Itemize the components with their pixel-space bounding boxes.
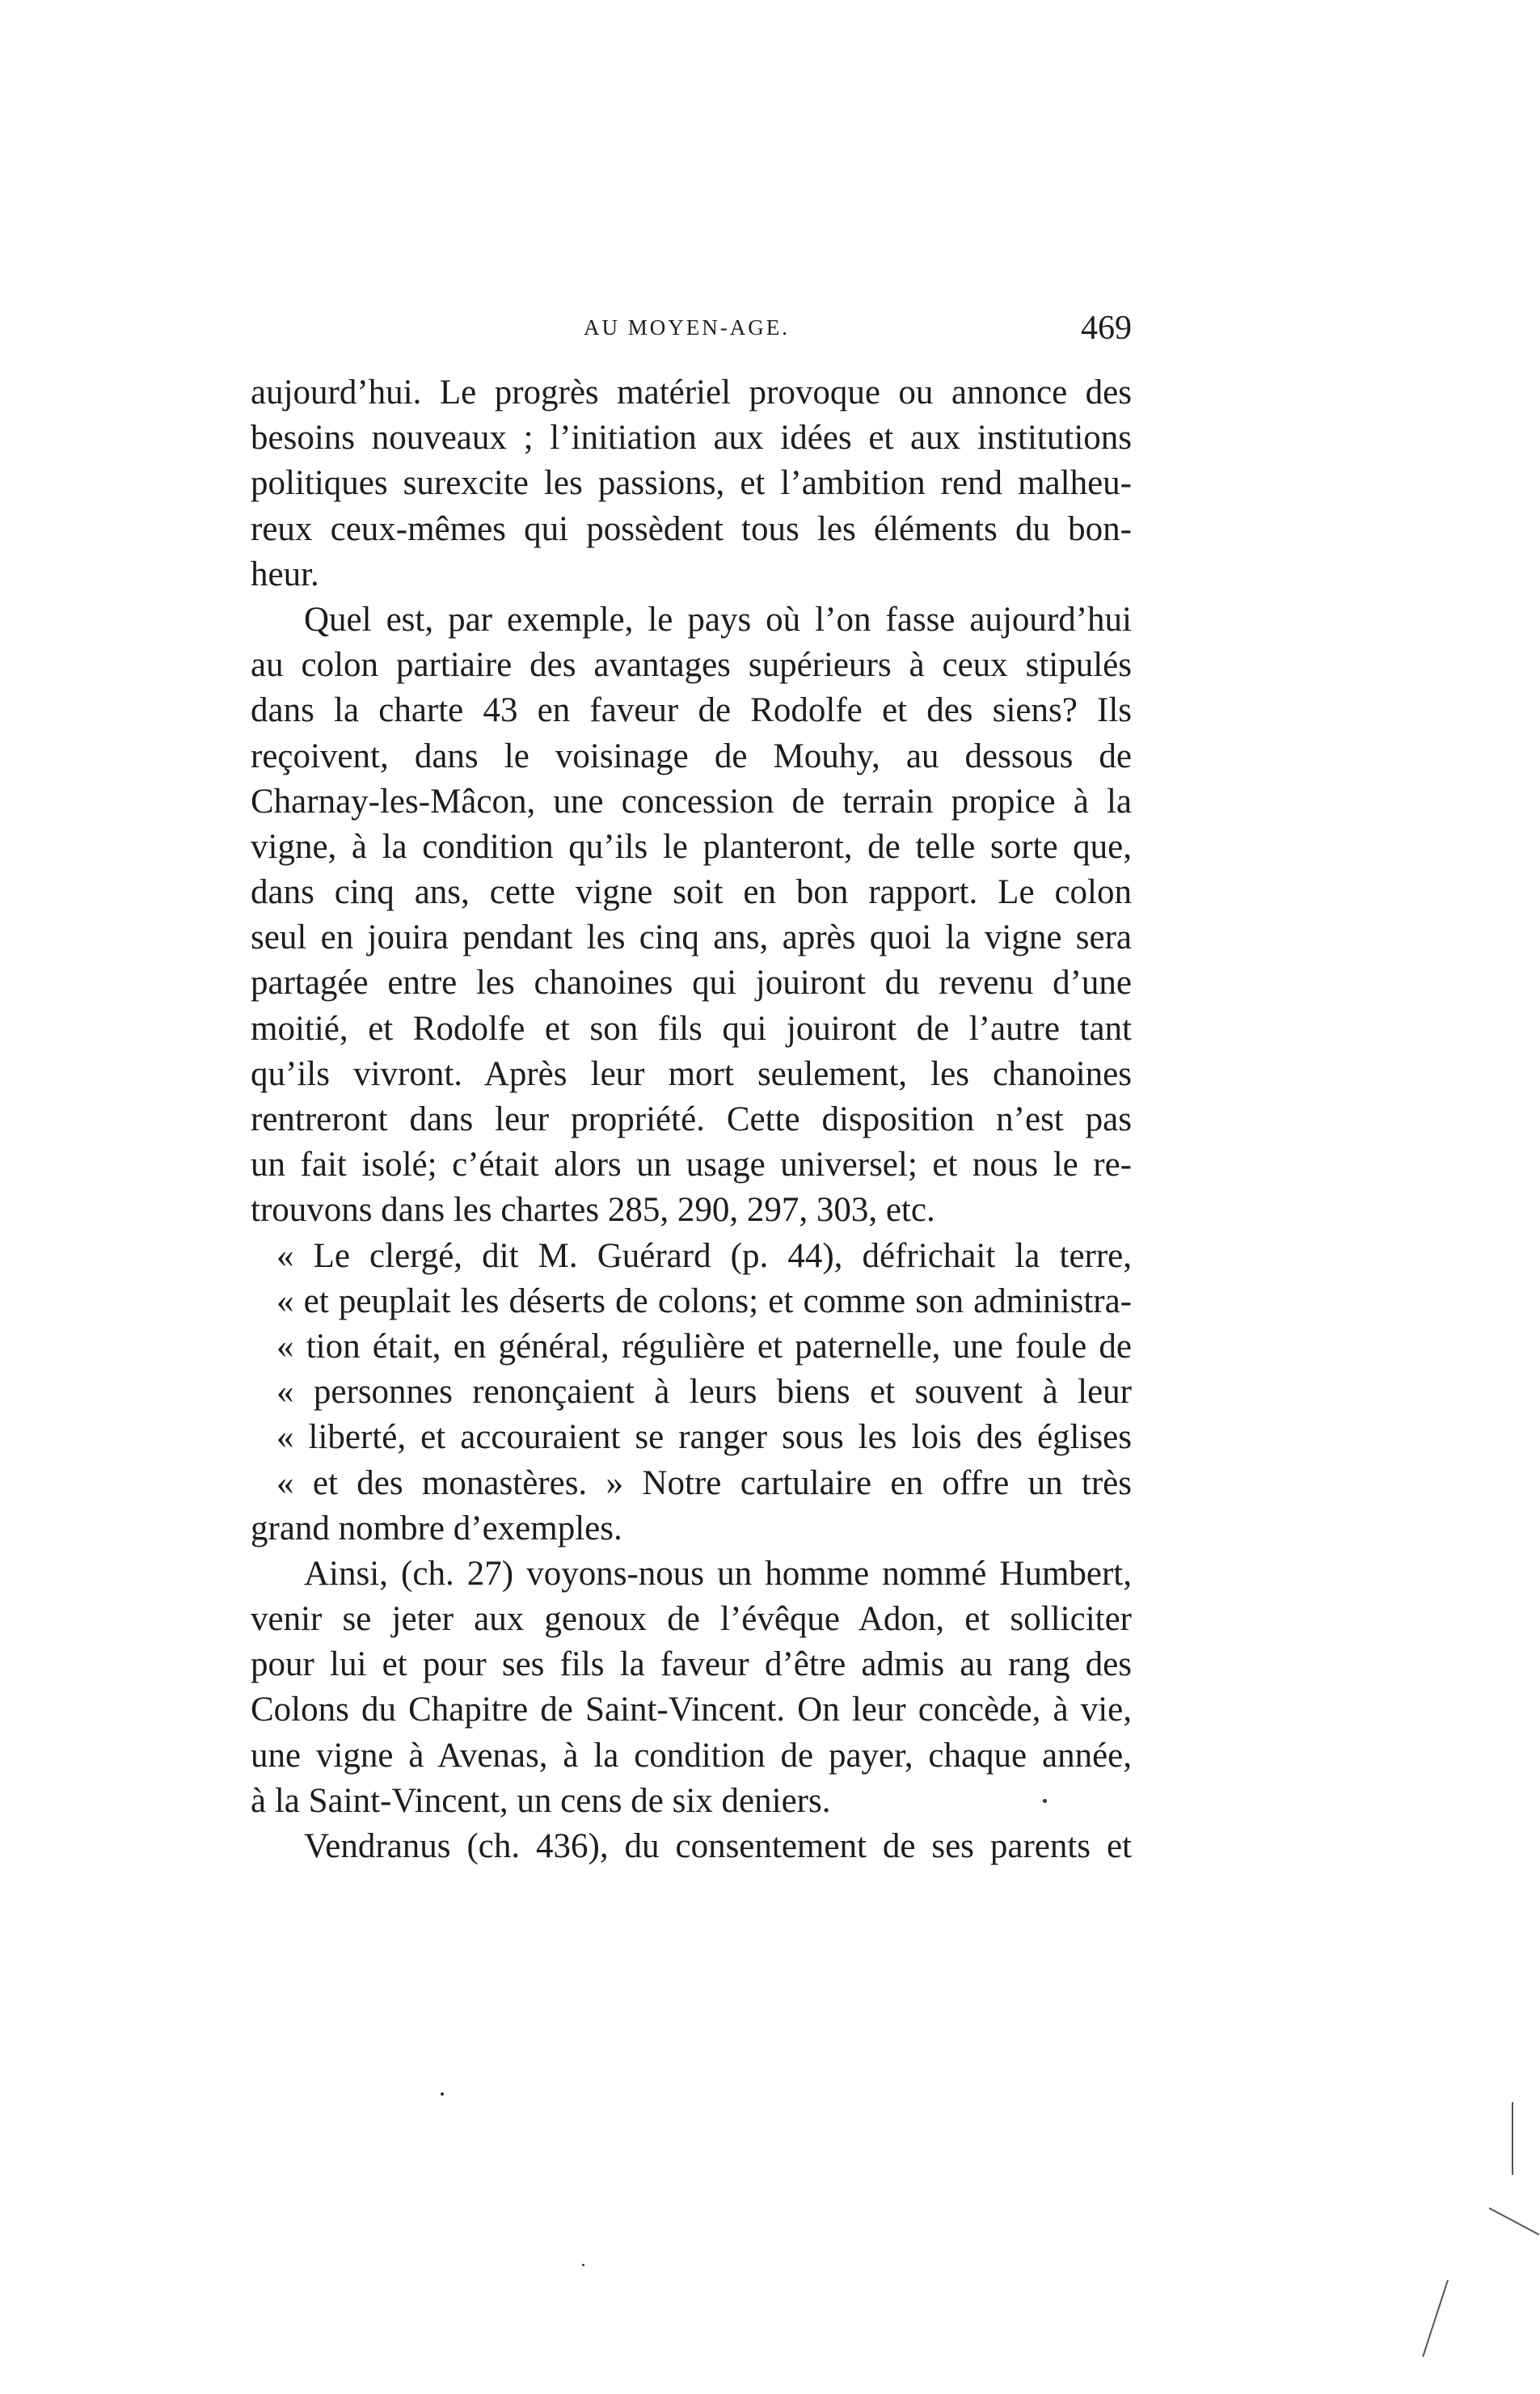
text-line: qu’ils vivront. Après leur mort seulement, les chanoines xyxy=(251,1054,1132,1093)
quote-line: « et peuplait les déserts de colons; et comme son administra- xyxy=(276,1281,1132,1320)
text-line: moitié, et Rodolfe et son fils qui jouiront de l’autre tant xyxy=(251,1009,1132,1048)
text-line: rentreront dans leur propriété. Cette disposition n’est pas xyxy=(251,1100,1132,1138)
text-line: un fait isolé; c’était alors un usage universel; et nous le re- xyxy=(251,1146,1132,1184)
text-line: heur. xyxy=(251,555,319,593)
text-line: Quel est, par exemple, le pays où l’on fasse aujourd’hui xyxy=(304,600,1132,639)
text-line: trouvons dans les chartes 285, 290, 297, 303, etc. xyxy=(251,1191,935,1230)
text-line: aujourd’hui. Le progrès matériel provoque ou annonce des xyxy=(251,374,1132,412)
quote-line: « tion était, en général, régulière et paternelle, une foule de xyxy=(276,1327,1132,1366)
scan-edge-mark xyxy=(1512,2102,1513,2175)
scan-speck xyxy=(441,2092,444,2096)
text-line: venir se jeter aux genoux de l’évêque Adon, et solliciter xyxy=(251,1600,1132,1639)
text-line: une vigne à Avenas, à la condition de payer, chaque année, xyxy=(251,1736,1132,1775)
text-line: Vendranus (ch. 436), du consentement de ses parents et xyxy=(304,1827,1132,1865)
page-number: 469 xyxy=(1081,310,1132,347)
text-line: partagée entre les chanoines qui jouiront du revenu d’une xyxy=(251,964,1132,1003)
text-line: seul en jouira pendant les cinq ans, après quoi la vigne sera xyxy=(251,918,1132,957)
text-line: à la Saint-Vincent, un cens de six deniers. xyxy=(251,1781,831,1820)
text-line: grand nombre d’exemples. xyxy=(251,1509,622,1547)
running-head: AU MOYEN-AGE. xyxy=(584,315,790,340)
text-line: dans la charte 43 en faveur de Rodolfe et des siens? Ils xyxy=(251,691,1132,730)
text-line: besoins nouveaux ; l’initiation aux idées et aux institutions xyxy=(251,419,1132,458)
text-line: au colon partiaire des avantages supérieurs à ceux stipulés xyxy=(251,646,1132,685)
text-line: vigne, à la condition qu’ils le planteront, de telle sorte que, xyxy=(251,827,1132,866)
text-line: Charnay-les-Mâcon, une concession de terrain propice à la xyxy=(251,782,1132,821)
quote-line: « personnes renonçaient à leurs biens et souvent à leur xyxy=(276,1373,1132,1412)
text-line: Ainsi, (ch. 27) voyons-nous un homme nommé Humbert, xyxy=(304,1554,1132,1593)
body-text xyxy=(251,370,1132,1869)
scan-edge-mark xyxy=(1489,2207,1540,2236)
quote-line: « Le clergé, dit M. Guérard (p. 44), défrichait la terre, xyxy=(276,1236,1132,1275)
scan-speck xyxy=(582,2264,584,2266)
quote-line: « et des monastères. » Notre cartulaire en offre un très xyxy=(276,1463,1132,1502)
scan-edge-mark xyxy=(1422,2280,1449,2358)
text-line: reçoivent, dans le voisinage de Mouhy, au dessous de xyxy=(251,737,1132,775)
text-line: Colons du Chapitre de Saint-Vincent. On leur concède, à vie, xyxy=(251,1691,1132,1729)
text-line: pour lui et pour ses fils la faveur d’être admis au rang des xyxy=(251,1645,1132,1684)
scan-speck xyxy=(1043,1799,1047,1803)
text-line: politiques surexcite les passions, et l’ambition rend malheu- xyxy=(251,464,1132,503)
page-header xyxy=(251,309,1132,357)
text-line: reux ceux-mêmes qui possèdent tous les éléments du bon- xyxy=(251,509,1132,548)
text-line: dans cinq ans, cette vigne soit en bon rapport. Le colon xyxy=(251,873,1132,912)
quote-line: « liberté, et accouraient se ranger sous les lois des églises xyxy=(276,1418,1132,1457)
